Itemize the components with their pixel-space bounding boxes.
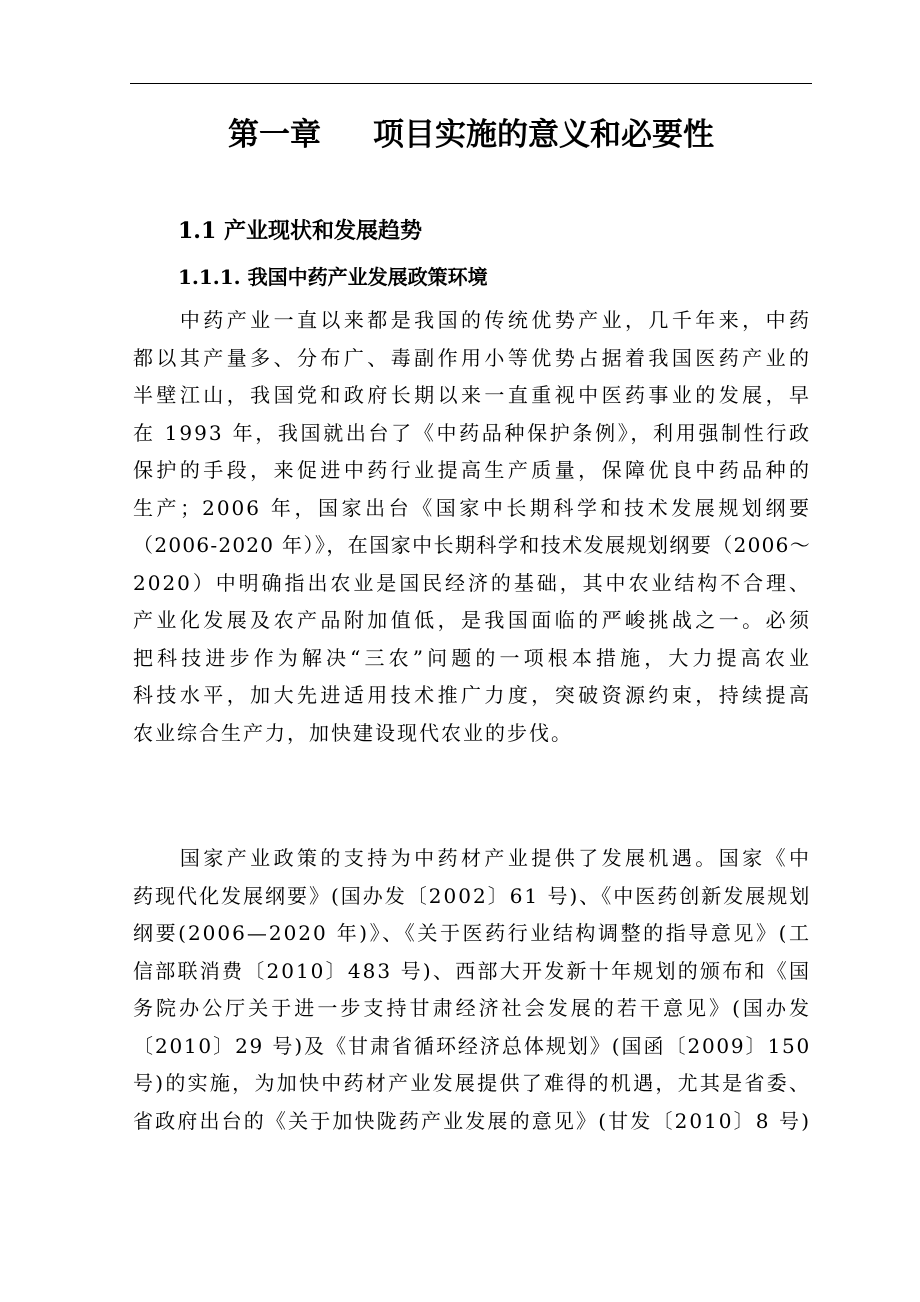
paragraph-line: 信部联消费〔2010〕483 号)、西部大开发新十年规划的颁布和《国 — [133, 958, 811, 983]
paragraph-line: 纲要(2006—2020 年)》、《关于医药行业结构调整的指导意见》(工 — [133, 921, 811, 945]
header-rule — [130, 83, 812, 84]
paragraph-line: 药现代化发展纲要》(国办发〔2002〕61 号)、《中医药创新发展规划 — [133, 883, 812, 908]
section-heading — [178, 214, 422, 249]
paragraph-line: 务院办公厅关于进一步支持甘肃经济社会发展的若干意见》(国办发 — [133, 996, 811, 1020]
paragraph-line: 产业化发展及农产品附加值低，是我国面临的严峻挑战之一。必须 — [133, 608, 811, 632]
paragraph-policy-support — [133, 840, 811, 1140]
paragraph-line: 2020）中明确指出农业是国民经济的基础，其中农业结构不合理、 — [133, 570, 811, 595]
paragraph-line: 号)的实施，为加快中药材产业发展提供了难得的机遇，尤其是省委、 — [133, 1071, 811, 1095]
subsection-title: 我国中药产业发展政策环境 — [247, 265, 488, 289]
paragraph-line: 都以其产量多、分布广、毒副作用小等优势占据着我国医药产业的 — [133, 345, 811, 370]
paragraph-line: 〔2010〕29 号)及《甘肃省循环经济总体规划》(国函〔2009〕150 — [133, 1033, 811, 1058]
paragraph-line: 国家产业政策的支持为中药材产业提供了发展机遇。国家《中 — [133, 846, 811, 870]
subsection-heading — [178, 261, 488, 293]
section-number: 1.1 — [178, 218, 217, 244]
paragraph-line: 中药产业一直以来都是我国的传统优势产业，几千年来，中药 — [133, 308, 811, 332]
paragraph-line: 保护的手段，来促进中药行业提高生产质量，保障优良中药品种的 — [133, 458, 811, 482]
paragraph-line: 生产；2006 年，国家出台《国家中长期科学和技术发展规划纲要 — [133, 495, 811, 520]
paragraph-line: 省政府出台的《关于加快陇药产业发展的意见》(甘发〔2010〕8 号) — [133, 1108, 811, 1133]
chapter-number: 第一章 — [228, 117, 321, 153]
paragraph-line: 在 1993 年，我国就出台了《中药品种保护条例》，利用强制性行政 — [133, 420, 811, 445]
chapter-heading-text: 项目实施的意义和必要性 — [373, 117, 714, 153]
paragraph-line: 农业综合生产力，加快建设现代农业的步伐。 — [133, 720, 573, 745]
paragraph-line: （2006-2020 年）》，在国家中长期科学和技术发展规划纲要（2006～ — [133, 533, 811, 557]
paragraph-line: 半壁江山，我国党和政府长期以来一直重视中医药事业的发展，早 — [133, 383, 811, 407]
subsection-number: 1.1.1. — [178, 265, 241, 289]
paragraph-line: 科技水平，加大先进适用技术推广力度，突破资源约束，持续提高 — [133, 683, 811, 707]
paragraph-line: 把科技进步作为解决“三农”问题的一项根本措施，大力提高农业 — [133, 645, 811, 670]
chapter-title — [130, 112, 812, 158]
section-title: 产业现状和发展趋势 — [223, 219, 422, 244]
paragraph-policy-background — [133, 302, 811, 752]
